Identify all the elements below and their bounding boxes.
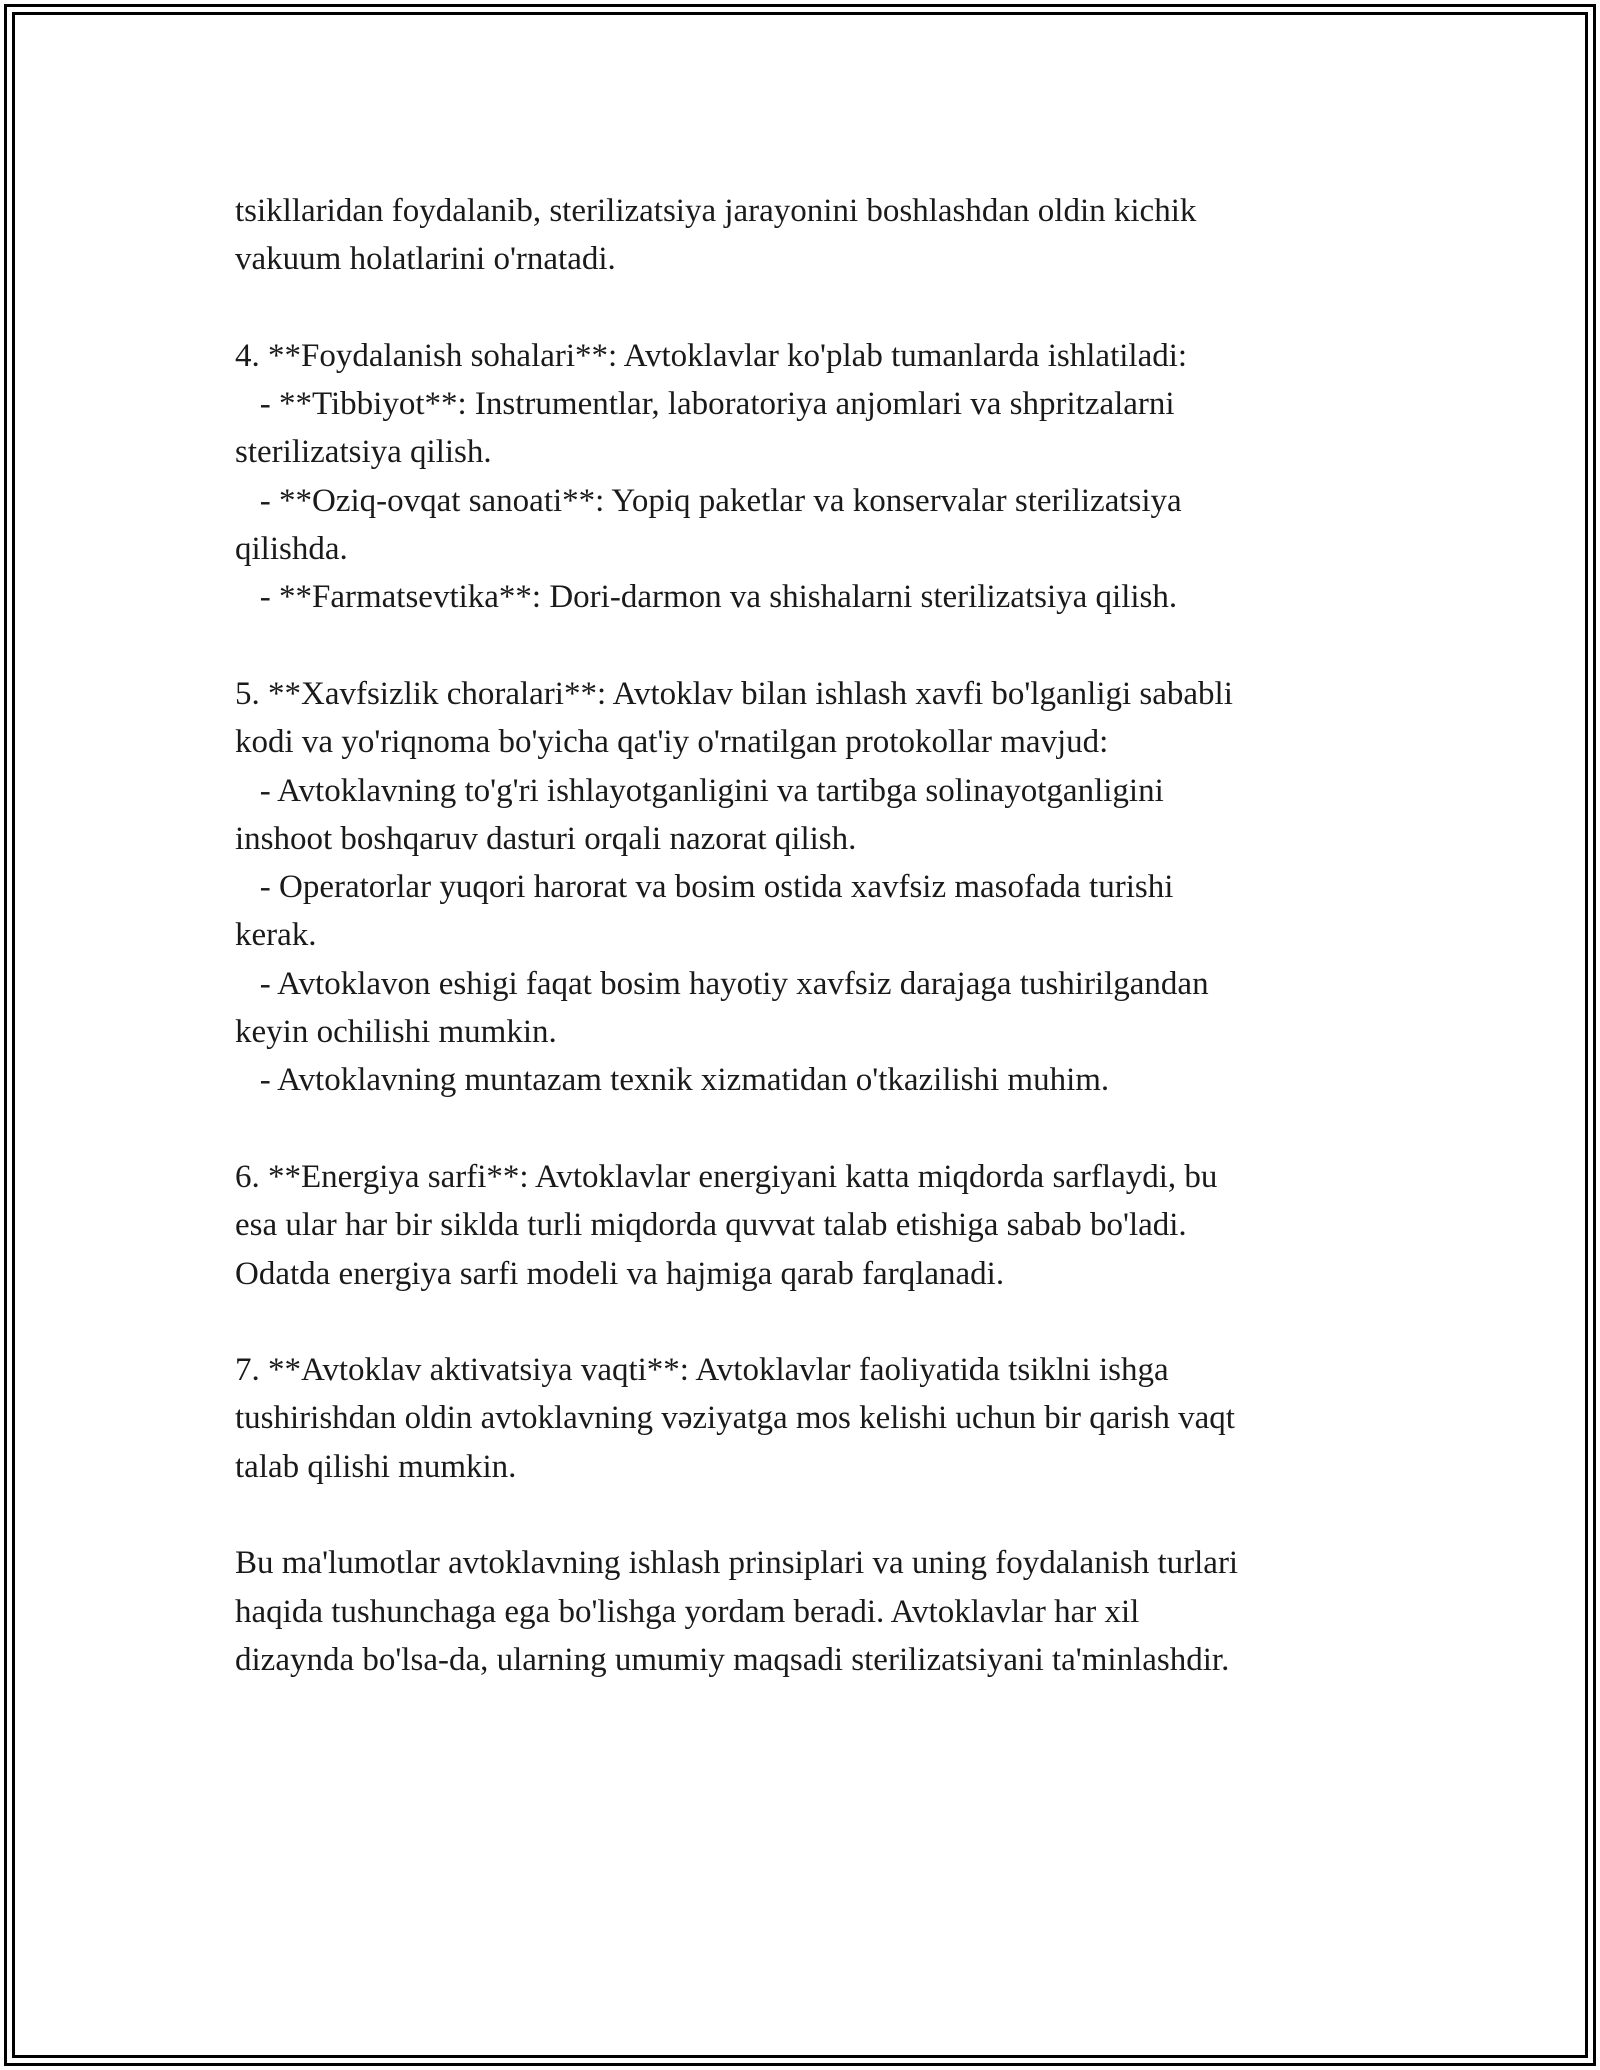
text-line: inshoot boshqaruv dasturi orqali nazorat qilish.	[235, 820, 857, 857]
text-line: - **Oziq-ovqat sanoati**: Yopiq paketlar va konservalar sterilizatsiya	[235, 482, 1182, 519]
text-line: keyin ochilishi mumkin.	[235, 1014, 557, 1051]
text-line: 5. **Xavfsizlik choralari**: Avtoklav bilan ishlash xavfi bo'lganligi sababli	[235, 675, 1233, 712]
text-line: Bu ma'lumotlar avtoklavning ishlash prinsiplari va uning foydalanish turlari	[235, 1545, 1239, 1582]
text-line: 7. **Avtoklav aktivatsiya vaqti**: Avtoklavlar faoliyatida tsiklni ishga	[235, 1352, 1169, 1389]
text-line: esa ular har bir siklda turli miqdorda quvvat talab etishiga sabab bo'ladi.	[235, 1207, 1187, 1244]
text-line: kodi va yo'riqnoma bo'yicha qat'iy o'rnatilgan protokollar mavjud:	[235, 724, 1109, 761]
paragraph-gap	[235, 1298, 1370, 1346]
text-line: - **Farmatsevtika**: Dori-darmon va shishalarni sterilizatsiya qilish.	[235, 579, 1178, 616]
text-line: qilishda.	[235, 531, 348, 568]
text-line: kerak.	[235, 917, 317, 954]
document-body	[235, 187, 1370, 1684]
text-line: - Operatorlar yuqori harorat va bosim ostida xavfsiz masofada turishi	[235, 869, 1174, 906]
text-line: tsikllaridan foydalanib, sterilizatsiya jarayonini boshlashdan oldin kichik	[235, 193, 1197, 229]
text-line: - Avtoklavon eshigi faqat bosim hayotiy xavfsiz darajaga tushirilgandan	[235, 965, 1209, 1002]
text-line: - Avtoklavning muntazam texnik xizmatidan o'tkazilishi muhim.	[235, 1062, 1110, 1099]
text-line: 4. **Foydalanish sohalari**: Avtoklavlar ko'plab tumanlarda ishlatiladi:	[235, 337, 1188, 374]
text-line: Odatda energiya sarfi modeli va hajmiga qarab farqlanadi.	[235, 1255, 1005, 1292]
text-line: haqida tushunchaga ega bo'lishga yordam beradi. Avtoklavlar har xil	[235, 1593, 1140, 1630]
text-line: talab qilishi mumkin.	[235, 1448, 517, 1485]
paragraph-gap	[235, 622, 1370, 670]
paragraph-gap	[235, 284, 1370, 332]
text-line: - **Tibbiyot**: Instrumentlar, laboratoriya anjomlari va shpritzalarni	[235, 386, 1175, 423]
text-line: vakuum holatlarini o'rnatadi.	[235, 241, 616, 278]
paragraph-gap	[235, 1491, 1370, 1539]
text-line: tushirishdan oldin avtoklavning vəziyatga mos kelishi uchun bir qarish vaqt	[235, 1400, 1235, 1437]
text-line: - Avtoklavning to'g'ri ishlayotganligini va tartibga solinayotganligini	[235, 772, 1164, 809]
text-line: sterilizatsiya qilish.	[235, 434, 492, 471]
paragraph-gap	[235, 1105, 1370, 1153]
text-line: 6. **Energiya sarfi**: Avtoklavlar energiyani katta miqdorda sarflaydi, bu	[235, 1158, 1218, 1195]
text-line: dizaynda bo'lsa-da, ularning umumiy maqsadi sterilizatsiyani ta'minlashdir.	[235, 1641, 1230, 1678]
